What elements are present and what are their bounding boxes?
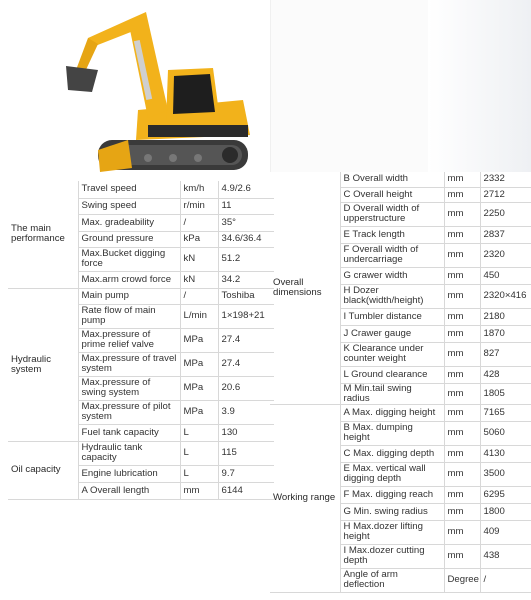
table-row bbox=[270, 404, 531, 421]
excavator-image bbox=[28, 0, 256, 180]
cell-item: I Tumbler distance bbox=[340, 308, 444, 325]
cell-value: 2837 bbox=[480, 226, 531, 243]
cell-unit: L/min bbox=[180, 304, 218, 328]
cell-unit: kN bbox=[180, 271, 218, 288]
cell-item: C Overall height bbox=[340, 187, 444, 202]
cell-item: A Overall length bbox=[78, 482, 180, 499]
cell-unit: mm bbox=[444, 226, 480, 243]
group-label: Oil capacity bbox=[8, 441, 78, 499]
cell-value: 4.9/2.6 bbox=[218, 181, 274, 198]
cell-unit: mm bbox=[444, 486, 480, 503]
cell-unit: r/min bbox=[180, 198, 218, 214]
cell-item: Max.pressure of pilot system bbox=[78, 400, 180, 424]
group-label: Overall dimensions bbox=[270, 172, 340, 404]
cell-value: / bbox=[480, 568, 531, 592]
cell-unit: mm bbox=[444, 462, 480, 486]
cell-item: Rate flow of main pump bbox=[78, 304, 180, 328]
cell-item: L Ground clearance bbox=[340, 366, 444, 383]
cell-unit: mm bbox=[180, 482, 218, 499]
cell-unit: MPa bbox=[180, 376, 218, 400]
cell-item: M Min.tail swing radius bbox=[340, 383, 444, 404]
cell-item: G Min. swing radius bbox=[340, 503, 444, 520]
cell-value: 3500 bbox=[480, 462, 531, 486]
cell-item: Max.pressure of swing system bbox=[78, 376, 180, 400]
cell-item: G crawer width bbox=[340, 267, 444, 284]
cell-unit: mm bbox=[444, 243, 480, 267]
table-row bbox=[8, 181, 274, 198]
cell-value: 428 bbox=[480, 366, 531, 383]
cell-unit: Degree bbox=[444, 568, 480, 592]
cell-unit: MPa bbox=[180, 400, 218, 424]
cell-value: 409 bbox=[480, 520, 531, 544]
cell-value: 9.7 bbox=[218, 465, 274, 482]
cell-unit: km/h bbox=[180, 181, 218, 198]
cell-item: E Max. vertical wall digging depth bbox=[340, 462, 444, 486]
cell-item: Fuel tank capacity bbox=[78, 424, 180, 441]
cell-value: 27.4 bbox=[218, 328, 274, 352]
table-row bbox=[8, 288, 274, 304]
cell-value: 35° bbox=[218, 214, 274, 231]
right-spec-table bbox=[270, 172, 531, 593]
cell-unit: mm bbox=[444, 404, 480, 421]
cell-value: 2180 bbox=[480, 308, 531, 325]
cell-item: Max.Bucket digging force bbox=[78, 247, 180, 271]
cell-unit: mm bbox=[444, 520, 480, 544]
cell-value: 6295 bbox=[480, 486, 531, 503]
cell-unit: mm bbox=[444, 445, 480, 462]
cell-unit: / bbox=[180, 214, 218, 231]
cell-value: 2320×416 bbox=[480, 284, 531, 308]
cell-value: 1805 bbox=[480, 383, 531, 404]
cell-value: 5060 bbox=[480, 421, 531, 445]
cell-value: 51.2 bbox=[218, 247, 274, 271]
cell-value: 2320 bbox=[480, 243, 531, 267]
cell-unit: kN bbox=[180, 247, 218, 271]
cell-value: 4130 bbox=[480, 445, 531, 462]
cell-item: B Max. dumping height bbox=[340, 421, 444, 445]
cell-item: Hydraulic tank capacity bbox=[78, 441, 180, 465]
cell-unit: kPa bbox=[180, 231, 218, 247]
cell-item: J Crawer gauge bbox=[340, 325, 444, 342]
cell-unit: mm bbox=[444, 308, 480, 325]
cell-item: I Max.dozer cutting depth bbox=[340, 544, 444, 568]
cell-item: Angle of arm deflection bbox=[340, 568, 444, 592]
cell-value: 450 bbox=[480, 267, 531, 284]
cell-unit: mm bbox=[444, 366, 480, 383]
cell-value: 34.6/36.4 bbox=[218, 231, 274, 247]
cell-unit: mm bbox=[444, 544, 480, 568]
cell-unit: mm bbox=[444, 172, 480, 187]
cell-unit: mm bbox=[444, 202, 480, 226]
cell-unit: mm bbox=[444, 421, 480, 445]
cell-item: Engine lubrication bbox=[78, 465, 180, 482]
cell-unit: mm bbox=[444, 383, 480, 404]
cell-unit: MPa bbox=[180, 328, 218, 352]
table-row bbox=[270, 172, 531, 187]
cell-value: 7165 bbox=[480, 404, 531, 421]
cell-value: 115 bbox=[218, 441, 274, 465]
cell-value: 2712 bbox=[480, 187, 531, 202]
cell-value: 11 bbox=[218, 198, 274, 214]
cell-unit: mm bbox=[444, 284, 480, 308]
cell-value: 2250 bbox=[480, 202, 531, 226]
cell-unit: MPa bbox=[180, 352, 218, 376]
cell-unit: mm bbox=[444, 342, 480, 366]
cell-value: 130 bbox=[218, 424, 274, 441]
cell-unit: mm bbox=[444, 267, 480, 284]
cell-value: 827 bbox=[480, 342, 531, 366]
cell-unit: L bbox=[180, 465, 218, 482]
cell-unit: L bbox=[180, 424, 218, 441]
cell-value: 438 bbox=[480, 544, 531, 568]
cell-item: B Overall width bbox=[340, 172, 444, 187]
cell-value: Toshiba bbox=[218, 288, 274, 304]
cell-item: H Dozer black(width/height) bbox=[340, 284, 444, 308]
cell-item: Ground pressure bbox=[78, 231, 180, 247]
cell-item: E Track length bbox=[340, 226, 444, 243]
cell-item: Max. gradeability bbox=[78, 214, 180, 231]
left-spec-table bbox=[8, 181, 274, 500]
cell-value: 27.4 bbox=[218, 352, 274, 376]
cell-item: C Max. digging depth bbox=[340, 445, 444, 462]
cell-item: A Max. digging height bbox=[340, 404, 444, 421]
cell-unit: L bbox=[180, 441, 218, 465]
cell-item: F Max. digging reach bbox=[340, 486, 444, 503]
group-label: The main performance bbox=[8, 181, 78, 288]
cell-value: 1870 bbox=[480, 325, 531, 342]
cell-item: F Overall width of undercarriage bbox=[340, 243, 444, 267]
cell-item: Max.pressure of travel system bbox=[78, 352, 180, 376]
cell-value: 34.2 bbox=[218, 271, 274, 288]
cell-unit: / bbox=[180, 288, 218, 304]
cell-item: Max.pressure of prime relief valve bbox=[78, 328, 180, 352]
cell-value: 2332 bbox=[480, 172, 531, 187]
cell-item: Swing speed bbox=[78, 198, 180, 214]
group-label: Working range bbox=[270, 404, 340, 592]
cell-item: D Overall width of upperstructure bbox=[340, 202, 444, 226]
group-label: Hydraulic system bbox=[8, 288, 78, 441]
cell-value: 1×198+21 bbox=[218, 304, 274, 328]
cell-unit: mm bbox=[444, 503, 480, 520]
cell-item: Max.arm crowd force bbox=[78, 271, 180, 288]
cell-item: Main pump bbox=[78, 288, 180, 304]
cell-item: K Clearance under counter weight bbox=[340, 342, 444, 366]
cell-value: 20.6 bbox=[218, 376, 274, 400]
cell-value: 6144 bbox=[218, 482, 274, 499]
cell-item: H Max.dozer lifting height bbox=[340, 520, 444, 544]
cell-value: 1800 bbox=[480, 503, 531, 520]
cell-unit: mm bbox=[444, 187, 480, 202]
table-row bbox=[8, 441, 274, 465]
cell-item: Travel speed bbox=[78, 181, 180, 198]
cell-value: 3.9 bbox=[218, 400, 274, 424]
cell-unit: mm bbox=[444, 325, 480, 342]
right-top-fade bbox=[428, 0, 531, 172]
